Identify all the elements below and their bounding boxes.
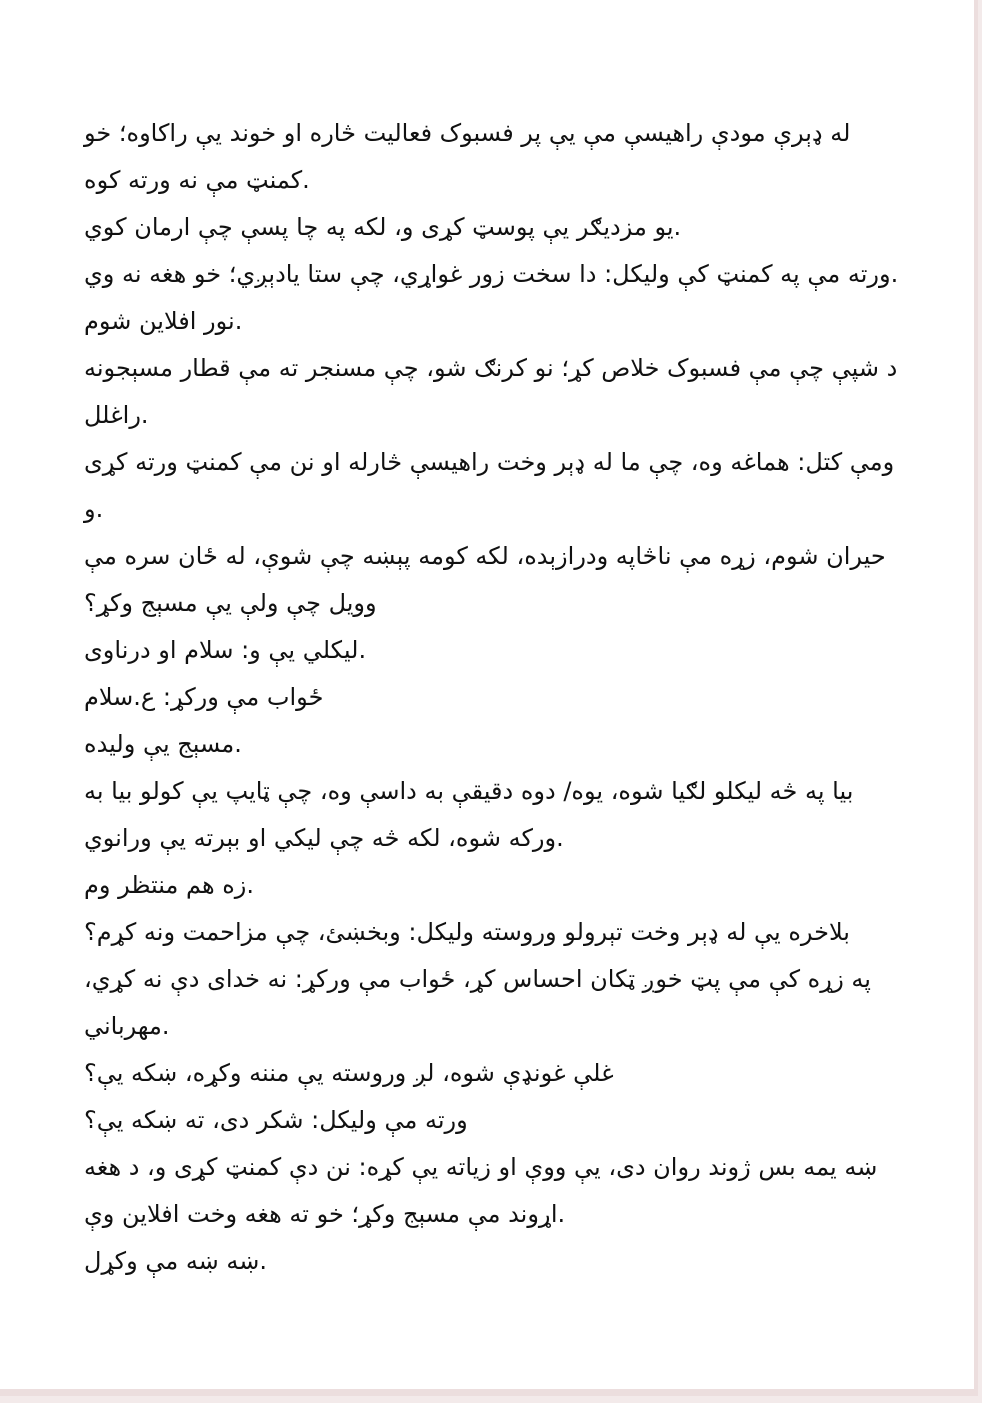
text-line: .کمنټ مې نه ورته کوه <box>84 166 310 194</box>
text-line: .يو مزديګر يې پوسټ کړی و، لکه په چا پسې چې ارمان کوي <box>84 213 682 241</box>
text-line: .ورته مې په کمنټ کې وليکل: دا سخت زور غواړي، چې ستا يادېږي؛ خو هغه نه وي <box>84 260 899 288</box>
text-line: .ورکه شوه، لکه څه چې ليکي او بېرته يې ورانوي <box>84 824 564 852</box>
text-line: ورته مې وليکل: شکر دی، ته ښکه يې؟ <box>84 1106 468 1134</box>
text-line: .ښه ښه مې وکړل <box>84 1247 268 1275</box>
text-line: په زړه کې مې پټ خوږ ټکان احساس کړ، ځواب مې ورکړ: نه خدای دې نه کړي، <box>84 965 871 993</box>
text-line: وويل چې ولې يې مسېج وکړ؟ <box>84 589 377 617</box>
text-line: ځواب مې ورکړ: ع.سلام <box>84 683 324 711</box>
text-line: بيا په څه ليکلو لګيا شوه، يوه/ دوه دقيقې به داسې وه، چې ټايپ يې کولو بيا به <box>84 777 854 805</box>
text-line: حيران شوم، زړه مې ناڅاپه ودرازېده، لکه کومه پېښه چې شوې، له ځان سره مې <box>84 542 886 570</box>
text-line: غلې غونډې شوه، لږ وروسته يې مننه وکړه، ښکه يې؟ <box>84 1059 614 1087</box>
text-line: له ډېرې مودې راهيسې مې يې پر فسبوک فعاليت څاره او خوند يې راکاوه؛ خو <box>84 119 851 147</box>
text-line: .اړوند مې مسېج وکړ؛ خو ته هغه وخت افلاين وې <box>84 1200 566 1228</box>
text-line: .ليکلي يې و: سلام او درناوی <box>84 636 367 664</box>
text-line: .زه هم منتظر وم <box>84 871 255 899</box>
text-line: .و <box>84 495 104 523</box>
document-body <box>84 110 904 1285</box>
text-line: د شپې چې مې فسبوک خلاص کړ؛ نو کرنګ شو، چې مسنجر ته مې قطار مسېجونه <box>84 354 898 382</box>
text-line: ښه يمه بس ژوند روان دی، يې ووې او زياته يې کړه: نن دې کمنټ کړی و، د هغه <box>84 1153 878 1181</box>
text-line: ومې کتل: هماغه وه، چې ما له ډېر وخت راهيسې څارله او نن مې کمنټ ورته کړی <box>84 448 895 476</box>
text-line: بلاخره يې له ډېر وخت تېرولو وروسته وليکل: وبخښئ، چې مزاحمت ونه کړم؟ <box>84 918 850 946</box>
text-line: .راغلل <box>84 401 149 429</box>
text-line: .نور افلاين شوم <box>84 307 243 335</box>
text-line: .مهرباني <box>84 1012 170 1040</box>
text-line: .مسېج يې وليده <box>84 730 242 758</box>
